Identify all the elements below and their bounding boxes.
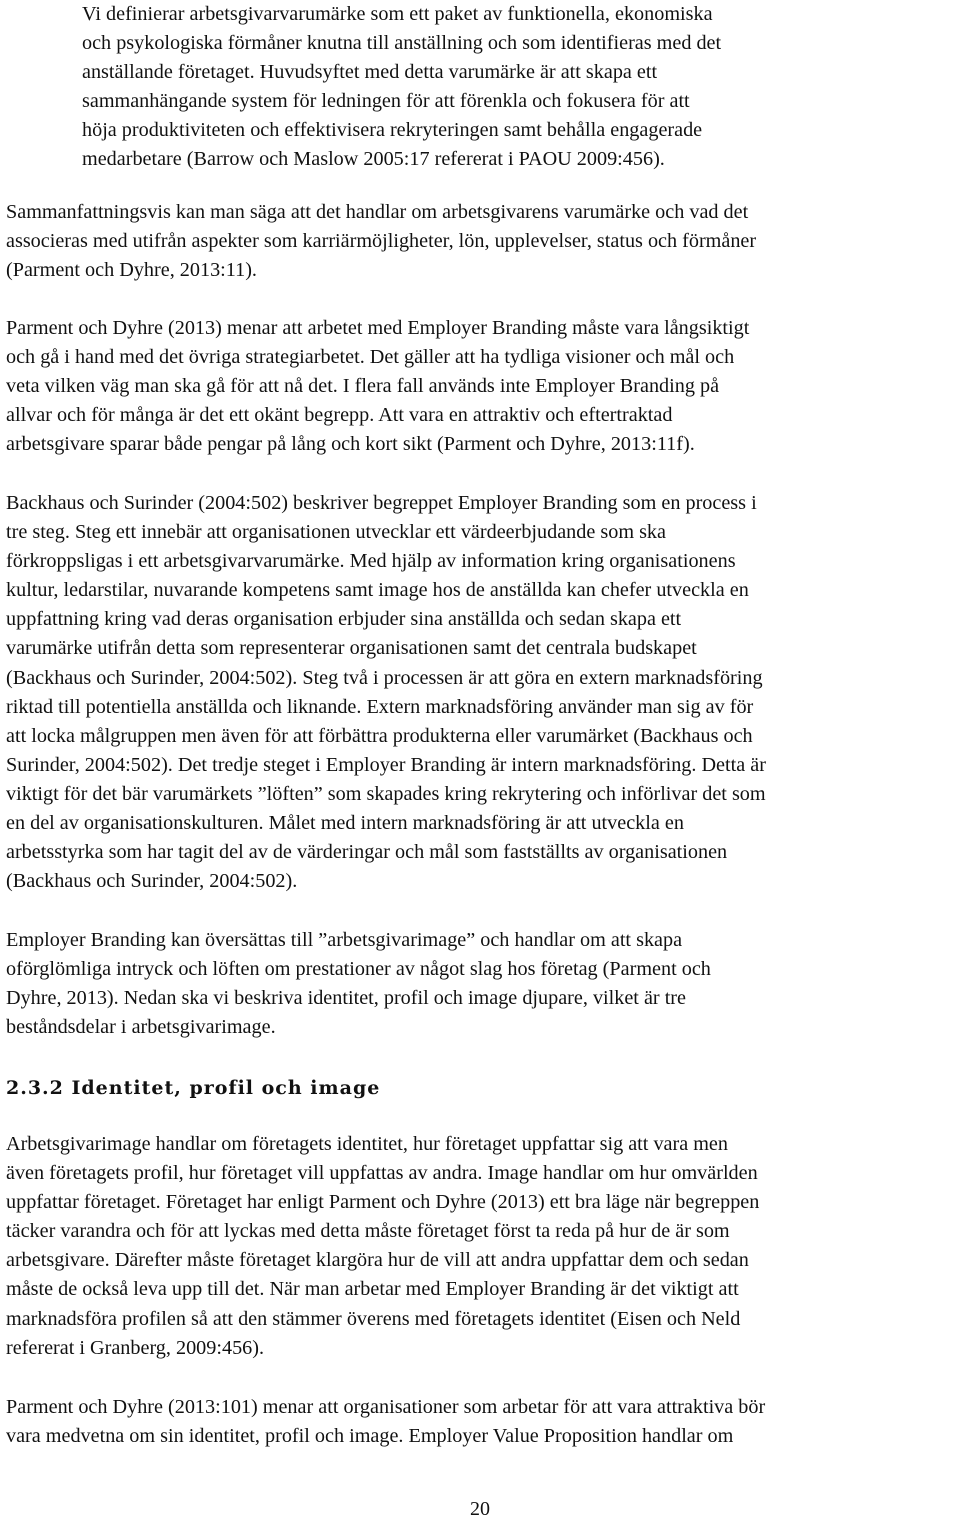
text-line: höja produktiviteten och effektivisera rekryteringen samt behålla engagerade: [82, 119, 703, 142]
text-line: refererat i Granberg, 2009:456).: [6, 1336, 265, 1359]
text-line: arbetsgivare sparar både pengar på lång och kort sikt (Parment och Dyhre, 2013:11f).: [6, 433, 695, 456]
text-line: tre steg. Steg ett innebär att organisationen utvecklar ett värdeerbjudande som ska: [6, 521, 666, 544]
paragraph-arbetsgivarimage: [6, 1130, 954, 1363]
text-line: Sammanfattningsvis kan man säga att det handlar om arbetsgivarens varumärke och vad det: [6, 201, 749, 223]
paragraph-employer-branding: [6, 926, 954, 1042]
text-line: uppfattar företaget. Företaget har enligt Parment och Dyhre (2013) ett bra läge när begreppen: [6, 1191, 760, 1214]
text-line: marknadsföra profilen så att den stämmer överens med företagets identitet (Eisen och Neld: [6, 1307, 741, 1330]
text-line: arbetsstyrka som har tagit del av de värderingar och mål som fastställts av organisationen: [6, 841, 728, 864]
paragraph-quote: [6, 0, 954, 175]
text-line: viktigt för det bär varumärkets ”löften” som skapades kring rekrytering och införlivar det som: [6, 782, 766, 805]
paragraph-parment-dyhre: [6, 314, 954, 459]
text-line: Parment och Dyhre (2013) menar att arbetet med Employer Branding måste vara långsiktigt: [6, 317, 750, 339]
text-line: Surinder, 2004:502). Det tredje steget i Employer Branding är intern marknadsföring. Detta är: [6, 753, 766, 776]
text-line: beståndsdelar i arbetsgivarimage.: [6, 1016, 276, 1039]
text-line: vara medvetna om sin identitet, profil och image. Employer Value Proposition handlar om: [6, 1425, 734, 1448]
text-line: en del av organisationskulturen. Målet med intern marknadsföring är att utveckla en: [6, 812, 684, 835]
text-line: Parment och Dyhre (2013:101) menar att organisationer som arbetar för att vara attraktiva bör: [6, 1396, 766, 1418]
text-line: associeras med utifrån aspekter som karriärmöjligheter, lön, upplevelser, status och förmåner: [6, 230, 757, 253]
text-line: och gå i hand med det övriga strategiarbetet. Det gäller att ha tydliga visioner och mål och: [6, 346, 735, 369]
text-line: Backhaus och Surinder (2004:502) beskriver begreppet Employer Branding som en process i: [6, 492, 757, 514]
text-line: allvar och för många är det ett okänt begrepp. Att vara en attraktiv och eftertraktad: [6, 404, 673, 427]
text-line: även företagets profil, hur företaget vill uppfattas av andra. Image handlar om hur omvärlden: [6, 1162, 758, 1185]
text-line: (Parment och Dyhre, 2013:11).: [6, 259, 257, 282]
text-line: och psykologiska förmåner knutna till anställning och som identifieras med det: [82, 32, 722, 55]
text-line: riktad till potentiella anställda och liknande. Extern marknadsföring använder man sig av för: [6, 695, 754, 718]
text-line: måste de också leva upp till det. När man arbetar med Employer Branding är det viktigt att: [6, 1278, 739, 1301]
section-heading: 2.3.2 Identitet, profil och image: [6, 1077, 381, 1099]
text-line: Arbetsgivarimage handlar om företagets identitet, hur företaget uppfattar sig att vara men: [6, 1133, 728, 1155]
text-line: Employer Branding kan översättas till ”arbetsgivarimage” och handlar om att skapa: [6, 929, 683, 951]
text-line: arbetsgivare. Därefter måste företaget klargöra hur de vill att andra uppfattar dem och sedan: [6, 1249, 749, 1272]
text-line: sammanhängande system för ledningen för att förenkla och fokusera för att: [82, 90, 690, 113]
text-line: medarbetare (Barrow och Maslow 2005:17 refererat i PAOU 2009:456).: [82, 148, 665, 171]
text-line: Dyhre, 2013). Nedan ska vi beskriva identitet, profil och image djupare, vilket är tre: [6, 987, 686, 1010]
text-line: förkroppsligas i ett arbetsgivarvarumärke. Med hjälp av information kring organisationens: [6, 550, 736, 573]
text-line: Vi definierar arbetsgivarvarumärke som ett paket av funktionella, ekonomiska: [82, 3, 713, 25]
text-line: oförglömliga intryck och löften om prestationer av något slag hos företag (Parment och: [6, 958, 711, 981]
text-line: veta vilken väg man ska gå för att nå det. I flera fall används inte Employer Branding på: [6, 375, 720, 398]
paragraph-backhaus: [6, 489, 954, 896]
text-line: kultur, ledarstilar, nuvarande kompetens samt image hos de anställda kan chefer utveckla en: [6, 579, 749, 602]
text-line: att locka målgruppen men även för att förbättra produkterna eller varumärket (Backhaus och: [6, 724, 753, 747]
text-line: anställande företaget. Huvudsyftet med detta varumärke är att skapa ett: [82, 61, 658, 84]
text-line: täcker varandra och för att lyckas med detta måste företaget först ta reda på hur de är som: [6, 1220, 730, 1243]
page-number: 20: [470, 1498, 490, 1520]
text-line: (Backhaus och Surinder, 2004:502).: [6, 870, 298, 893]
text-line: uppfattning kring vad deras organisation erbjuder sina anställda och sedan skapa ett: [6, 608, 682, 631]
paragraph-evp: [6, 1393, 954, 1451]
text-line: (Backhaus och Surinder, 2004:502). Steg två i processen är att göra en extern marknadsföring: [6, 666, 763, 689]
paragraph-summary: [6, 198, 954, 285]
text-line: varumärke utifrån detta som representerar organisationen samt det centrala budskapet: [6, 637, 697, 660]
